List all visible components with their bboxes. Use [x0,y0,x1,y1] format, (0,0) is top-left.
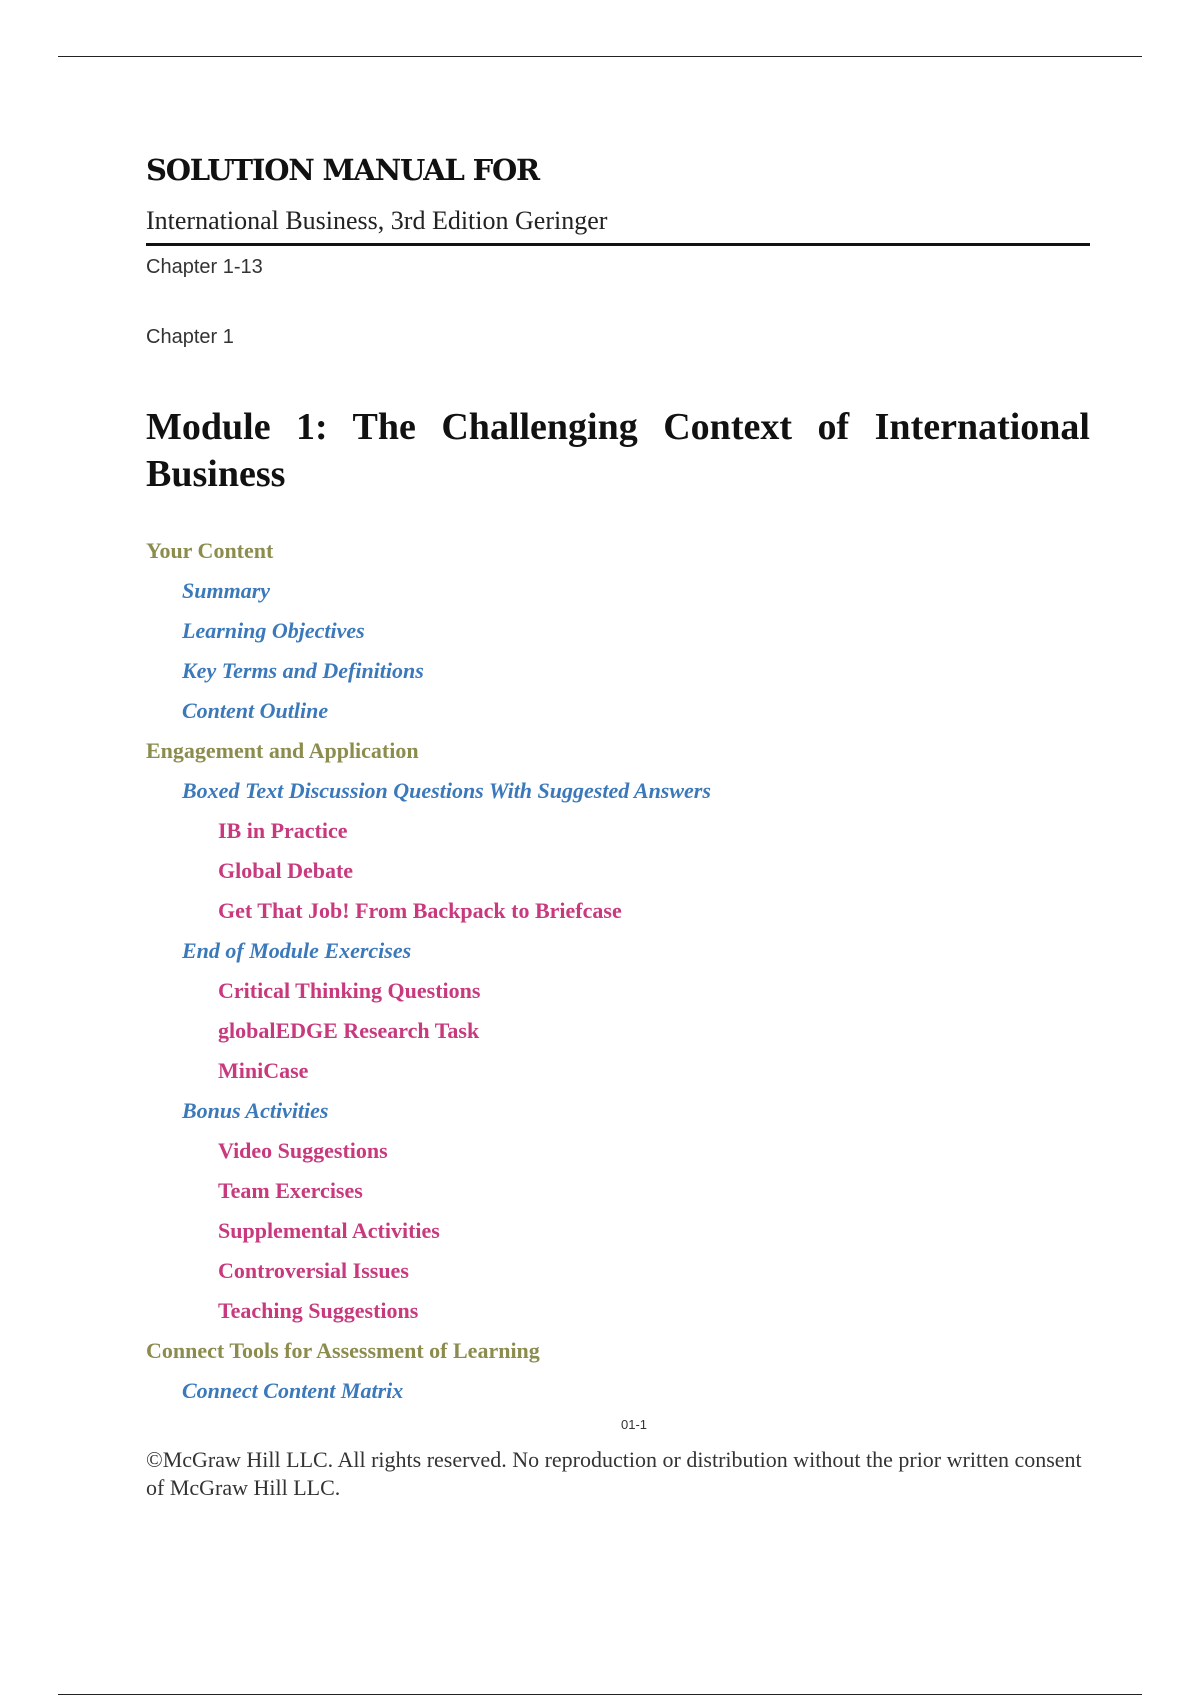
toc-item-engagement-application[interactable]: Engagement and Application [146,738,419,763]
toc-item-end-of-module-exercises[interactable]: End of Module Exercises [182,938,412,963]
book-title: International Business, 3rd Edition Geringer [146,204,1090,246]
toc-item-bonus-activities[interactable]: Bonus Activities [182,1098,329,1123]
document-page [146,150,1090,1502]
toc-item-globaledge-task[interactable]: globalEDGE Research Task [218,1018,480,1043]
page-number: 01-1 [620,1417,648,1432]
toc-item-content-outline[interactable]: Content Outline [182,698,329,723]
table-of-contents [146,531,1090,1411]
top-rule [58,56,1142,57]
toc-item-key-terms[interactable]: Key Terms and Definitions [182,658,424,683]
toc-item-minicase[interactable]: MiniCase [218,1058,309,1083]
toc-item-teaching-suggestions[interactable]: Teaching Suggestions [218,1298,419,1323]
toc-item-video-suggestions[interactable]: Video Suggestions [218,1138,388,1163]
toc-item-controversial-issues[interactable]: Controversial Issues [218,1258,409,1283]
bottom-rule [58,1694,1142,1695]
toc-item-supplemental-activities[interactable]: Supplemental Activities [218,1218,440,1243]
toc-item-critical-thinking[interactable]: Critical Thinking Questions [218,978,481,1003]
toc-item-global-debate[interactable]: Global Debate [218,858,354,883]
toc-item-get-that-job[interactable]: Get That Job! From Backpack to Briefcase [218,898,622,923]
toc-item-connect-content-matrix[interactable]: Connect Content Matrix [182,1378,404,1403]
toc-item-your-content[interactable]: Your Content [146,538,274,563]
toc-item-learning-objectives[interactable]: Learning Objectives [182,618,365,643]
module-title: Module 1: The Challenging Context of International Business [146,406,1090,495]
toc-item-boxed-text-questions[interactable]: Boxed Text Discussion Questions With Suggested Answers [182,778,711,803]
toc-item-team-exercises[interactable]: Team Exercises [218,1178,363,1203]
document-heading: SOLUTION MANUAL FOR [146,153,539,187]
chapter-range: Chapter 1-13 [146,256,263,278]
toc-item-ib-in-practice[interactable]: IB in Practice [218,818,348,843]
toc-item-summary[interactable]: Summary [182,578,271,603]
chapter-label: Chapter 1 [146,326,234,348]
copyright-notice: ©McGraw Hill LLC. All rights reserved. No reproduction or distribution without the prior written consent of McGraw Hill LLC. [146,1447,1082,1500]
toc-item-connect-tools[interactable]: Connect Tools for Assessment of Learning [146,1338,540,1363]
